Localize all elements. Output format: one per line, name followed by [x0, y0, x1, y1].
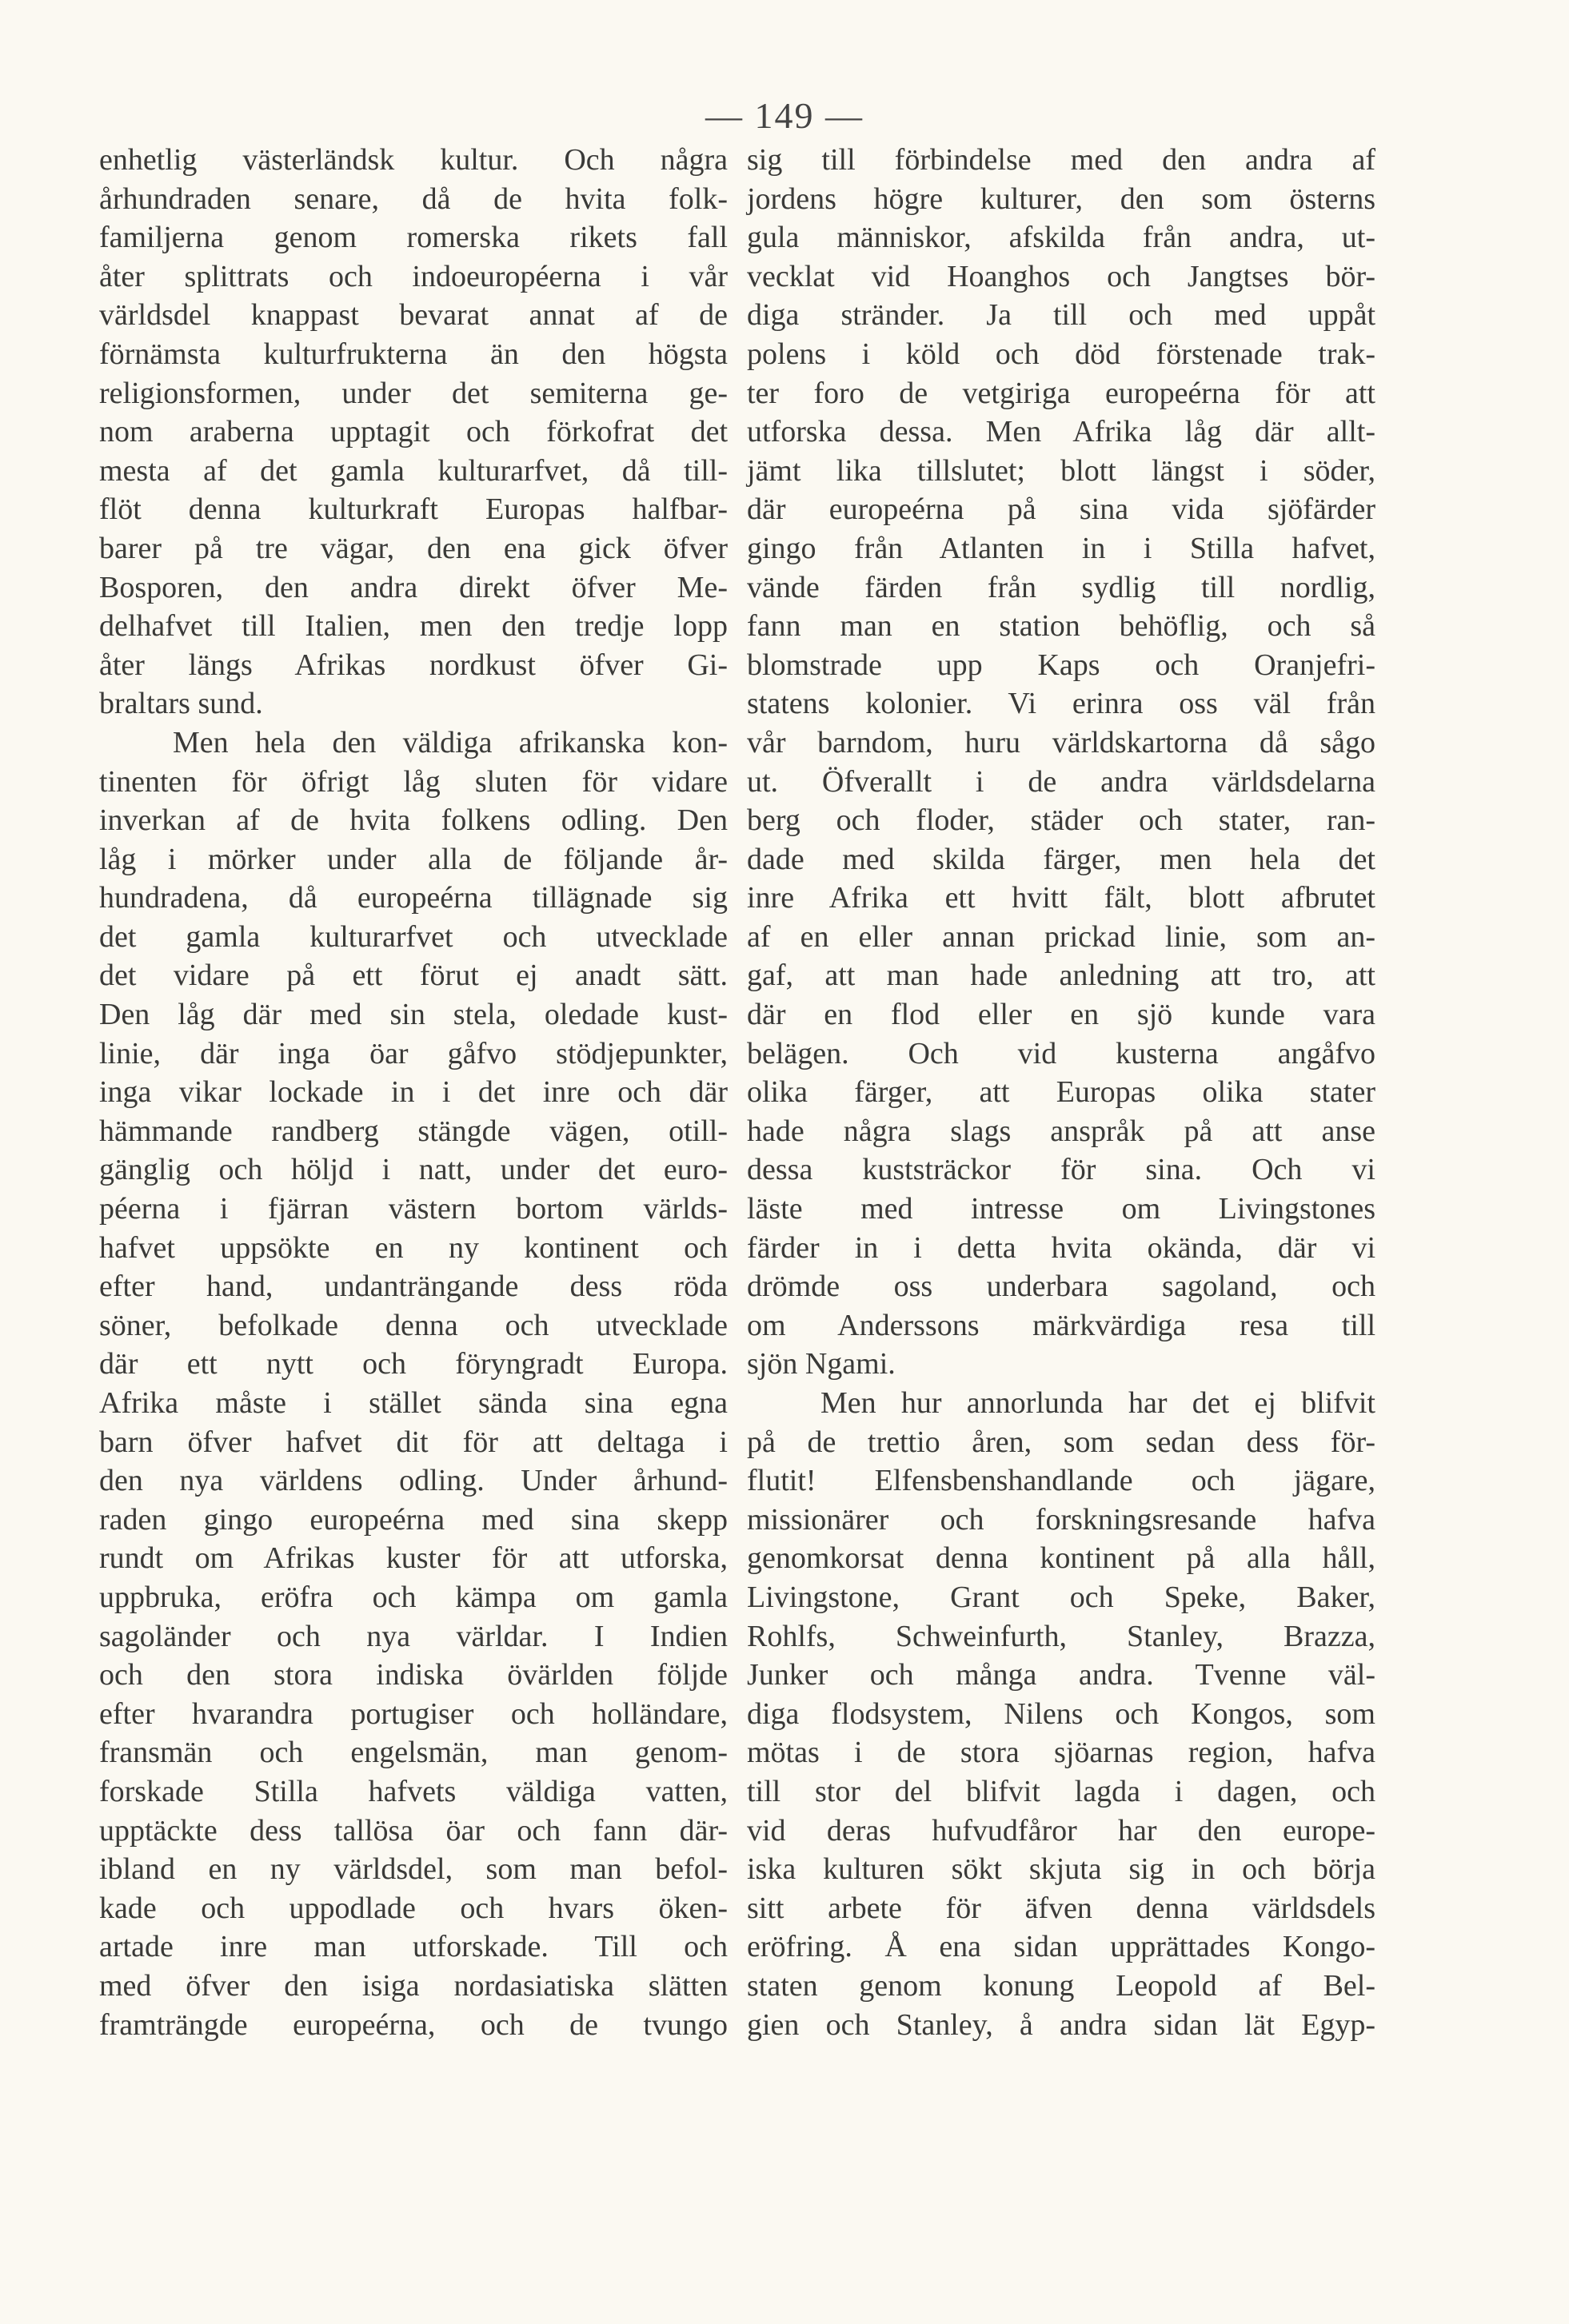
text-line: delhafvet till Italien, men den tredje lopp [99, 609, 728, 644]
text-line: söner, befolkade denna och utvecklade [99, 1308, 728, 1342]
text-line: åter längs Afrikas nordkust öfver Gi- [99, 648, 728, 682]
text-line: jämt lika tillslutet; blott längst i söder, [747, 453, 1375, 488]
text-line: utforska dessa. Men Afrika låg där allt- [747, 415, 1375, 449]
text-line: rundt om Afrikas kuster för att utforska, [99, 1541, 728, 1576]
text-line: missionärer och forskningsresande hafva [747, 1502, 1375, 1537]
text-line: belägen. Och vid kusterna angåfvo [747, 1036, 1375, 1070]
text-line: låg i mörker under alla de följande år- [99, 842, 728, 876]
text-line: sitt arbete för äfven denna världsdels [747, 1891, 1375, 1925]
text-line: århundraden senare, då de hvita folk- [99, 181, 728, 216]
text-column-right [747, 141, 1375, 2044]
text-line: vände färden från sydlig till nordlig, [747, 570, 1375, 604]
text-line: raden gingo europeérna med sina skepp [99, 1502, 728, 1537]
text-line: där ett nytt och föryngradt Europa. [99, 1347, 728, 1381]
page-number: — 149 — [705, 95, 864, 136]
text-line: nom araberna upptagit och förkofrat det [99, 415, 728, 449]
text-line: flöt denna kulturkraft Europas halfbar- [99, 492, 728, 527]
paragraph-start-line: Men hur annorlunda har det ej blifvit [820, 1386, 1375, 1420]
text-line: det gamla kulturarfvet och utvecklade [99, 919, 728, 954]
text-line: diga stränder. Ja till och med uppåt [747, 298, 1375, 333]
text-line: åter splittrats och indoeuropéerna i vår [99, 259, 728, 293]
paragraph-start-line: Men hela den väldiga afrikanska kon- [173, 725, 728, 759]
text-line: gula människor, afskilda från andra, ut- [747, 221, 1375, 255]
text-line: Livingstone, Grant och Speke, Baker, [747, 1580, 1375, 1614]
text-line: gien och Stanley, å andra sidan lät Egyp- [747, 2007, 1375, 2042]
text-line: polens i köld och död förstenade trak- [747, 337, 1375, 371]
text-line: olika färger, att Europas olika stater [747, 1075, 1375, 1110]
text-line: dade med skilda färger, men hela det [747, 842, 1375, 876]
text-line: barer på tre vägar, den ena gick öfver [99, 531, 728, 565]
text-line: linie, där inga öar gåfvo stödjepunkter, [99, 1036, 728, 1070]
text-line: vid deras hufvudfåror har den europe- [747, 1813, 1375, 1848]
text-line: inga vikar lockade in i det inre och där [99, 1075, 728, 1110]
text-line: hade några slags anspråk på att anse [747, 1114, 1375, 1148]
text-line: med öfver den isiga nordasiatiska slätten [99, 1968, 728, 2003]
text-line: inre Afrika ett hvitt fält, blott afbrutet [747, 881, 1375, 915]
text-line: vecklat vid Hoanghos och Jangtses bör- [747, 259, 1375, 293]
text-line: forskade Stilla hafvets väldiga vatten, [99, 1774, 728, 1808]
text-line: af en eller annan prickad linie, som an- [747, 919, 1375, 954]
paragraph-end-line: sjön Ngami. [747, 1347, 896, 1381]
text-line: upptäckte dess tallösa öar och fann där- [99, 1813, 728, 1848]
text-line: religionsformen, under det semiterna ge- [99, 376, 728, 410]
text-line: och den stora indiska övärlden följde [99, 1658, 728, 1692]
text-line: enhetlig västerländsk kultur. Och några [99, 143, 728, 177]
text-line: inverkan af de hvita folkens odling. Den [99, 803, 728, 838]
text-line: iska kulturen sökt skjuta sig in och börja [747, 1852, 1375, 1887]
text-line: artade inre man utforskade. Till och [99, 1930, 728, 1964]
text-line: sagoländer och nya världar. I Indien [99, 1619, 728, 1653]
text-line: berg och floder, städer och stater, ran- [747, 803, 1375, 838]
text-line: hafvet uppsökte en ny kontinent och [99, 1230, 728, 1265]
text-line: hämmande randberg stängde vägen, otill- [99, 1114, 728, 1148]
text-line: tinenten för öfrigt låg sluten för vidare [99, 764, 728, 799]
text-line: fann man en station behöflig, och så [747, 609, 1375, 644]
text-line: uppbruka, eröfra och kämpa om gamla [99, 1580, 728, 1614]
text-line: mesta af det gamla kulturarfvet, då till- [99, 453, 728, 488]
text-line: péerna i fjärran västern bortom världs- [99, 1192, 728, 1226]
text-line: Junker och många andra. Tvenne väl- [747, 1658, 1375, 1692]
text-line: drömde oss underbara sagoland, och [747, 1270, 1375, 1304]
text-line: ut. Öfverallt i de andra världsdelarna [747, 764, 1375, 799]
text-line: världsdel knappast bevarat annat af de [99, 298, 728, 333]
text-line: sig till förbindelse med den andra af [747, 143, 1375, 177]
text-line: där en flod eller en sjö kunde vara [747, 998, 1375, 1032]
paragraph-end-line: braltars sund. [99, 687, 263, 721]
text-line: genomkorsat denna kontinent på alla håll, [747, 1541, 1375, 1576]
text-line: färder in i detta hvita okända, där vi [747, 1230, 1375, 1265]
text-line: gingo från Atlanten in i Stilla hafvet, [747, 531, 1375, 565]
text-line: familjerna genom romerska rikets fall [99, 221, 728, 255]
text-line: dessa kuststräckor för sina. Och vi [747, 1153, 1375, 1187]
text-line: där europeérna på sina vida sjöfärder [747, 492, 1375, 527]
text-column-left [99, 141, 728, 2044]
text-line: mötas i de stora sjöarnas region, hafva [747, 1736, 1375, 1770]
text-line: Rohlfs, Schweinfurth, Stanley, Brazza, [747, 1619, 1375, 1653]
text-line: den nya världens odling. Under århund- [99, 1464, 728, 1498]
text-line: om Anderssons märkvärdiga resa till [747, 1308, 1375, 1342]
text-line: blomstrade upp Kaps och Oranjefri- [747, 648, 1375, 682]
text-line: på de trettio åren, som sedan dess för- [747, 1425, 1375, 1459]
text-line: eröfring. Å ena sidan upprättades Kongo- [747, 1930, 1375, 1964]
text-line: framträngde europeérna, och de tvungo [99, 2007, 728, 2042]
text-line: efter hand, undanträngande dess röda [99, 1270, 728, 1304]
text-line: fransmän och engelsmän, man genom- [99, 1736, 728, 1770]
text-line: efter hvarandra portugiser och holländare, [99, 1696, 728, 1731]
text-line: det vidare på ett förut ej anadt sätt. [99, 959, 728, 993]
text-line: vår barndom, huru världskartorna då sågo [747, 725, 1375, 759]
text-line: diga flodsystem, Nilens och Kongos, som [747, 1696, 1375, 1731]
text-line: barn öfver hafvet dit för att deltaga i [99, 1425, 728, 1459]
text-line: hundradena, då europeérna tillägnade sig [99, 881, 728, 915]
text-line: jordens högre kulturer, den som österns [747, 181, 1375, 216]
text-line: flutit! Elfensbenshandlande och jägare, [747, 1464, 1375, 1498]
text-line: förnämsta kulturfrukterna än den högsta [99, 337, 728, 371]
text-line: gaf, att man hade anledning att tro, att [747, 959, 1375, 993]
text-line: Afrika måste i stället sända sina egna [99, 1386, 728, 1420]
text-line: Den låg där med sin stela, oledade kust- [99, 998, 728, 1032]
text-line: statens kolonier. Vi erinra oss väl från [747, 687, 1375, 721]
text-line: ter foro de vetgiriga europeérna för att [747, 376, 1375, 410]
text-line: staten genom konung Leopold af Bel- [747, 1968, 1375, 2003]
text-line: ibland en ny världsdel, som man befol- [99, 1852, 728, 1887]
text-line: kade och uppodlade och hvars öken- [99, 1891, 728, 1925]
text-line: Bosporen, den andra direkt öfver Me- [99, 570, 728, 604]
text-line: till stor del blifvit lagda i dagen, och [747, 1774, 1375, 1808]
text-line: läste med intresse om Livingstones [747, 1192, 1375, 1226]
text-line: gänglig och höljd i natt, under det euro- [99, 1153, 728, 1187]
